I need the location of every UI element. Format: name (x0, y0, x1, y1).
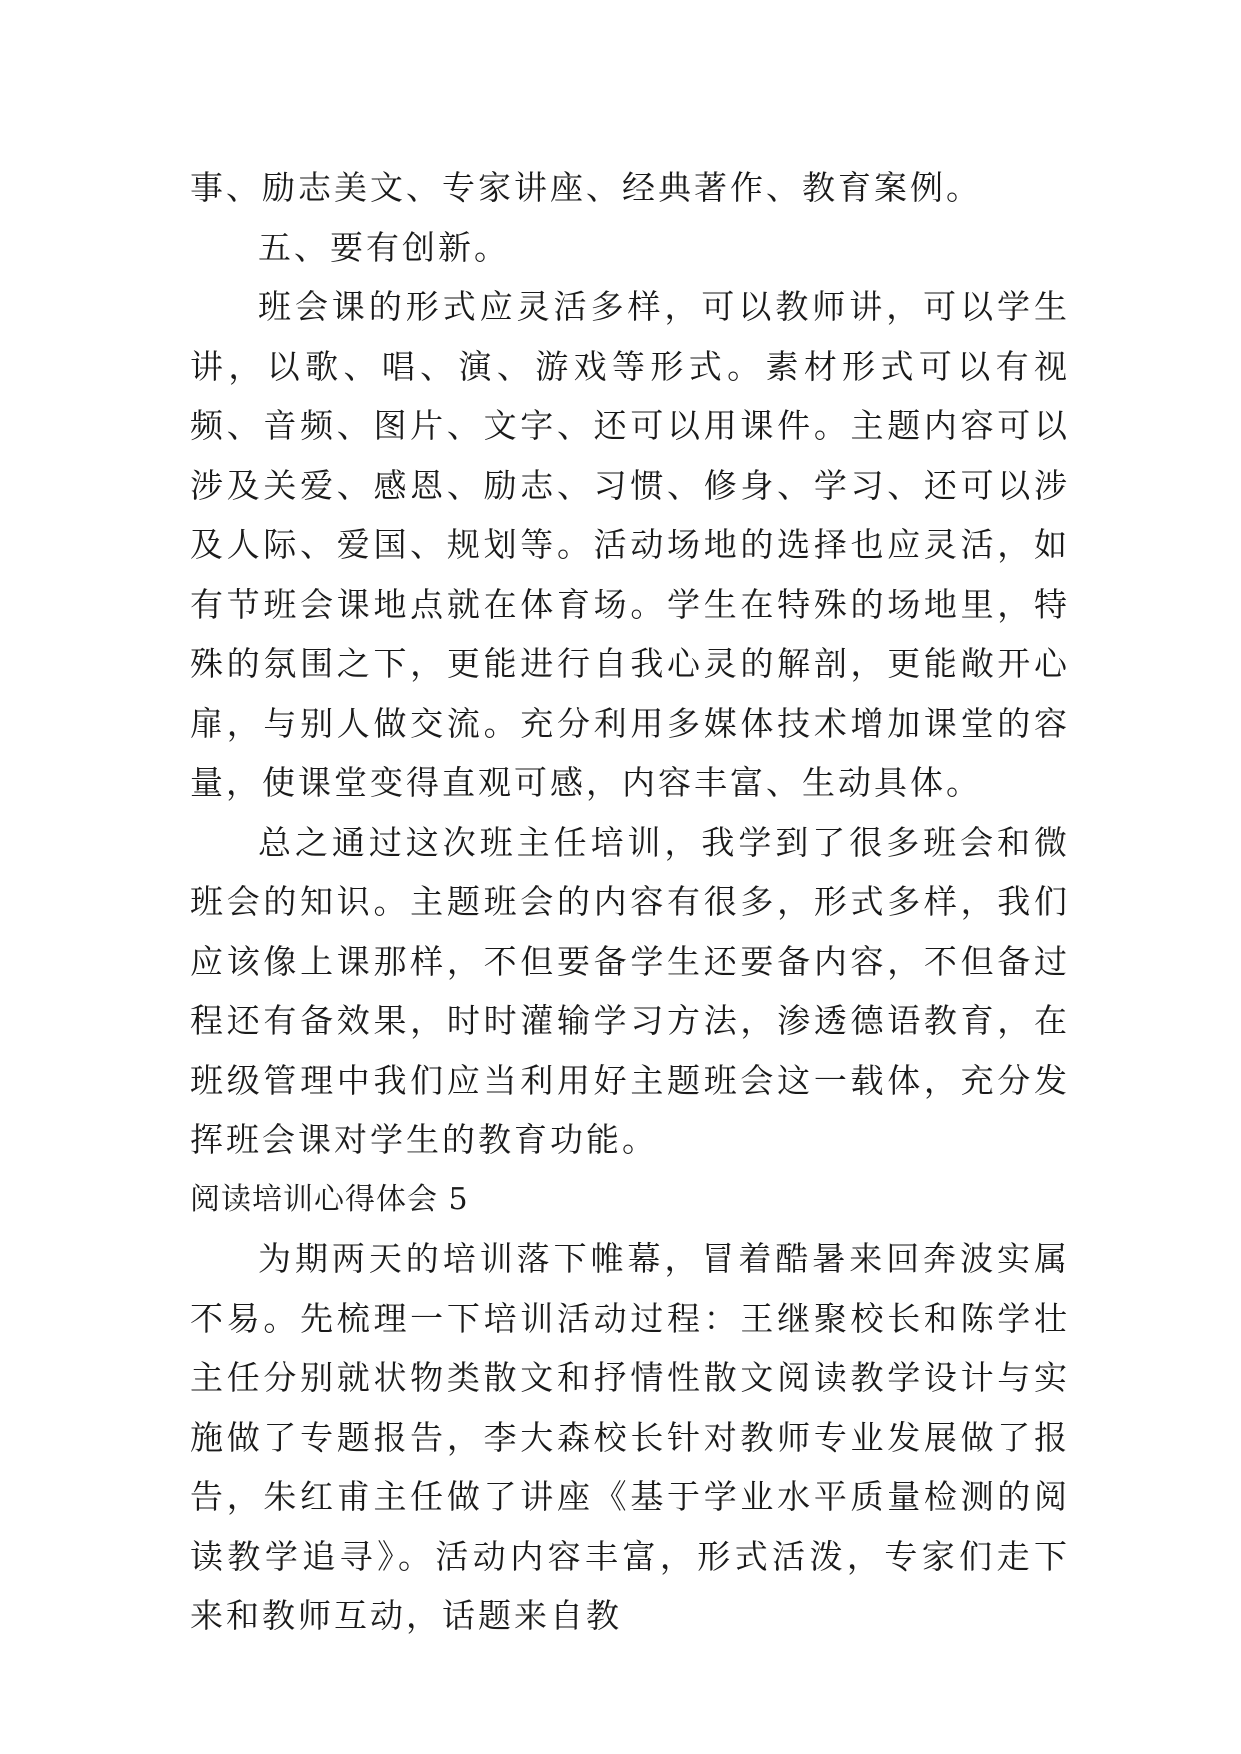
paragraph-training-summary: 为期两天的培训落下帷幕，冒着酷暑来回奔波实属不易。先梳理一下培训活动过程：王继聚校长和陈学壮主任分别就状物类散文和抒情性散文阅读教学设计与实施做了专题报告，李大森校长针对教师专业发展做了报告，朱红甫主任做了讲座《基于学业水平质量检测的阅读教学追寻》。活动内容丰富，形式活泼，专家们走下来和教师互动，话题来自教 (190, 1239, 1070, 1635)
section-point-five: 五、要有创新。 (258, 227, 510, 267)
paragraph-conclusion: 总之通过这次班主任培训，我学到了很多班会和微班会的知识。主题班会的内容有很多，形式多样，我们应该像上课那样，不但要备学生还要备内容，不但备过程还有备效果，时时灌输学习方法，渗透德语教育，在班级管理中我们应当利用好主题班会这一载体，充分发挥班会课对学生的教育功能。 (190, 822, 1070, 1159)
paragraph-continuation: 事、励志美文、专家讲座、经典著作、教育案例。 (190, 168, 982, 207)
section-title: 阅读培训心得体会 5 (190, 1181, 469, 1217)
paragraph-class-meeting-forms: 班会课的形式应灵活多样，可以教师讲，可以学生讲，以歌、唱、演、游戏等形式。素材形式可以有视频、音频、图片、文字、还可以用课件。主题内容可以涉及关爱、感恩、励志、习惯、修身、学习、还可以涉及人际、爱国、规划等。活动场地的选择也应灵活，如有节班会课地点就在体育场。学生在特殊的场地里，特殊的氛围之下，更能进行自我心灵的解剖，更能敞开心扉，与别人做交流。充分利用多媒体技术增加课堂的容量，使课堂变得直观可感，内容丰富、生动具体。 (190, 287, 1070, 802)
document-body (190, 158, 1070, 1646)
